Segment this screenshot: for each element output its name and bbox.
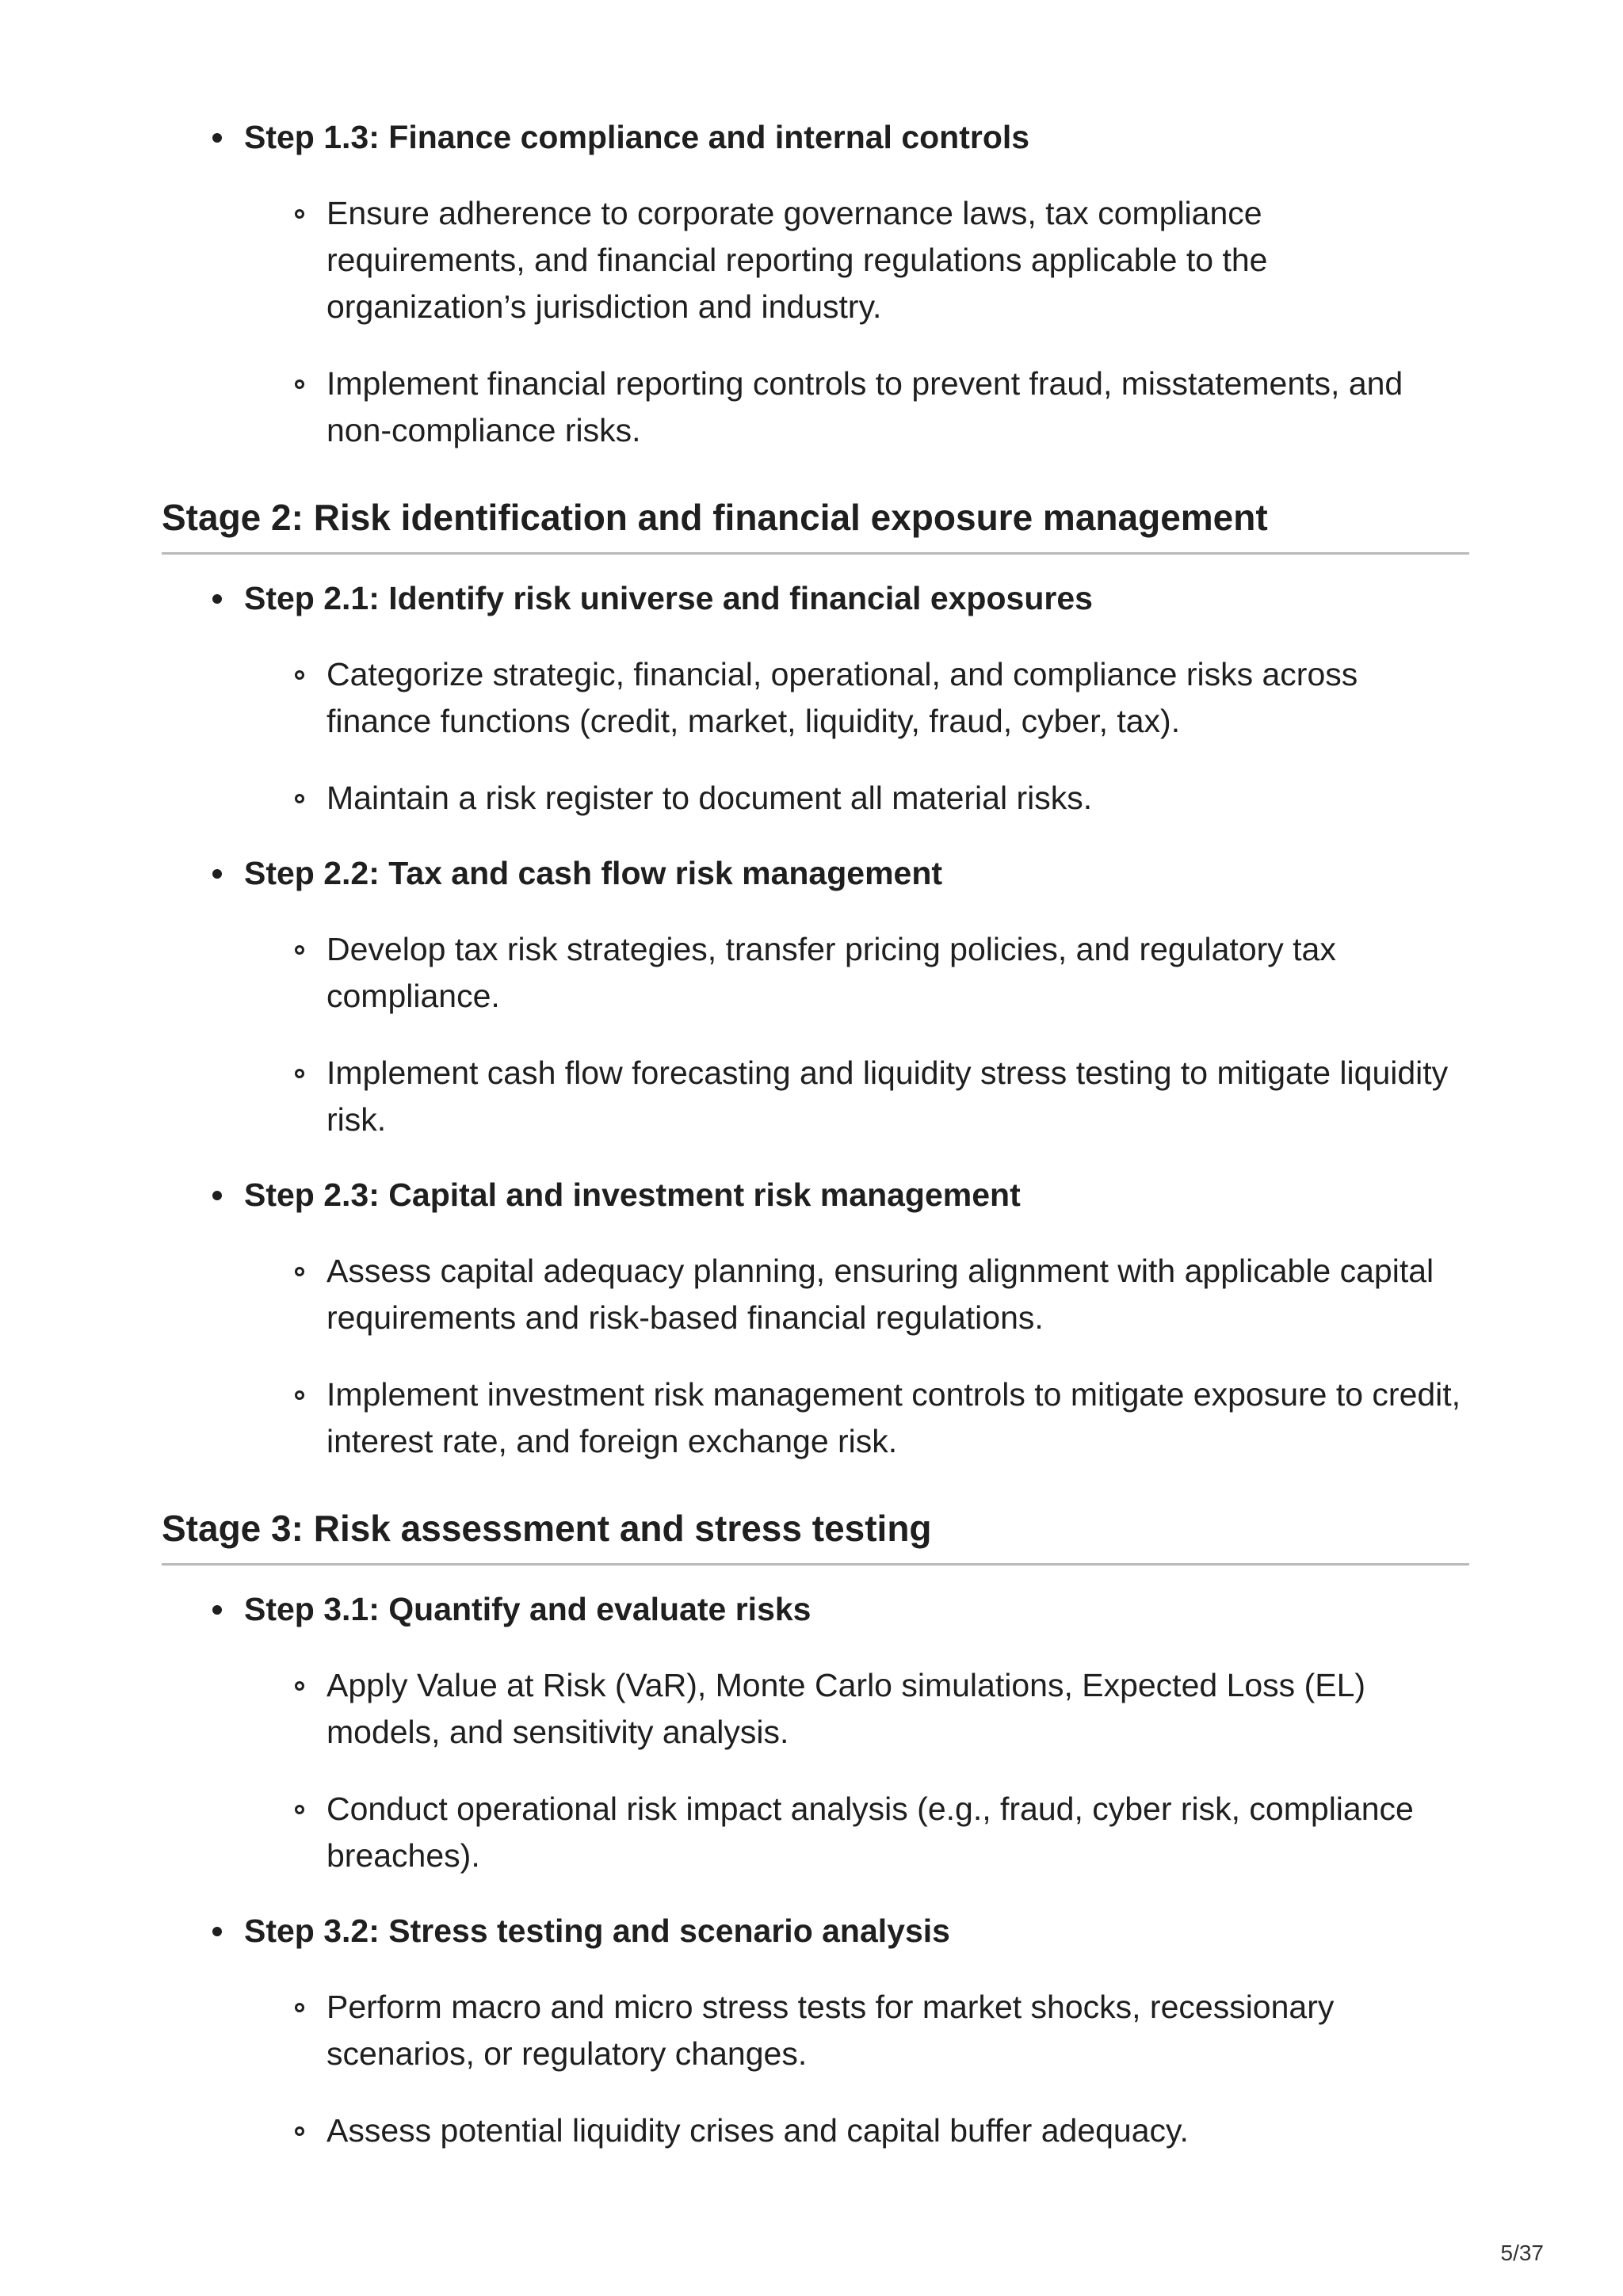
- step-title: Step 2.3: Capital and investment risk management: [244, 1175, 1469, 1215]
- step-title: Step 2.2: Tax and cash flow risk management: [244, 853, 1469, 893]
- sub-list: [244, 1984, 1469, 2154]
- sub-list: [244, 1662, 1469, 1879]
- step-2-1: [162, 578, 1469, 822]
- sub-list: [244, 651, 1469, 822]
- sub-list: [244, 1248, 1469, 1465]
- sub-list: [244, 190, 1469, 454]
- sub-list: [244, 926, 1469, 1143]
- list-item: Implement cash flow forecasting and liquidity stress testing to mitigate liquidity risk.: [327, 1050, 1469, 1143]
- step-2-2: [162, 853, 1469, 1143]
- step-title: Step 3.1: Quantify and evaluate risks: [244, 1589, 1469, 1629]
- document-body: [162, 0, 1469, 2154]
- step-title: Step 3.2: Stress testing and scenario analysis: [244, 1911, 1469, 1951]
- list-item: Implement financial reporting controls to prevent fraud, misstatements, and non-compliance risks.: [327, 360, 1469, 454]
- list-item: Categorize strategic, financial, operational, and compliance risks across finance functions (credit, market, liquidity, fraud, cyber, tax).: [327, 651, 1469, 745]
- step-title: Step 1.3: Finance compliance and internal controls: [244, 117, 1469, 157]
- page-number: 5/37: [1500, 2241, 1544, 2265]
- stage-2-heading: Stage 2: Risk identification and financial exposure management: [162, 495, 1469, 555]
- step-2-3: [162, 1175, 1469, 1465]
- list-item: Maintain a risk register to document all material risks.: [327, 775, 1469, 822]
- list-item: Develop tax risk strategies, transfer pricing policies, and regulatory tax compliance.: [327, 926, 1469, 1020]
- step-3-2: [162, 1911, 1469, 2154]
- list-item: Assess potential liquidity crises and capital buffer adequacy.: [327, 2107, 1469, 2154]
- list-item: Assess capital adequacy planning, ensuring alignment with applicable capital requirements and risk-based financial regulations.: [327, 1248, 1469, 1341]
- list-item: Conduct operational risk impact analysis (e.g., fraud, cyber risk, compliance breaches).: [327, 1786, 1469, 1879]
- list-item: Ensure adherence to corporate governance laws, tax compliance requirements, and financial reporting regulations applicable to the organization’s jurisdiction and industry.: [327, 190, 1469, 330]
- stage-3-heading: Stage 3: Risk assessment and stress testing: [162, 1506, 1469, 1566]
- step-1-3: [162, 117, 1469, 454]
- list-item: Implement investment risk management controls to mitigate exposure to credit, interest rate, and foreign exchange risk.: [327, 1371, 1469, 1465]
- list-item: Apply Value at Risk (VaR), Monte Carlo simulations, Expected Loss (EL) models, and sensitivity analysis.: [327, 1662, 1469, 1756]
- list-item: Perform macro and micro stress tests for market shocks, recessionary scenarios, or regulatory changes.: [327, 1984, 1469, 2077]
- step-3-1: [162, 1589, 1469, 1879]
- step-title: Step 2.1: Identify risk universe and financial exposures: [244, 578, 1469, 618]
